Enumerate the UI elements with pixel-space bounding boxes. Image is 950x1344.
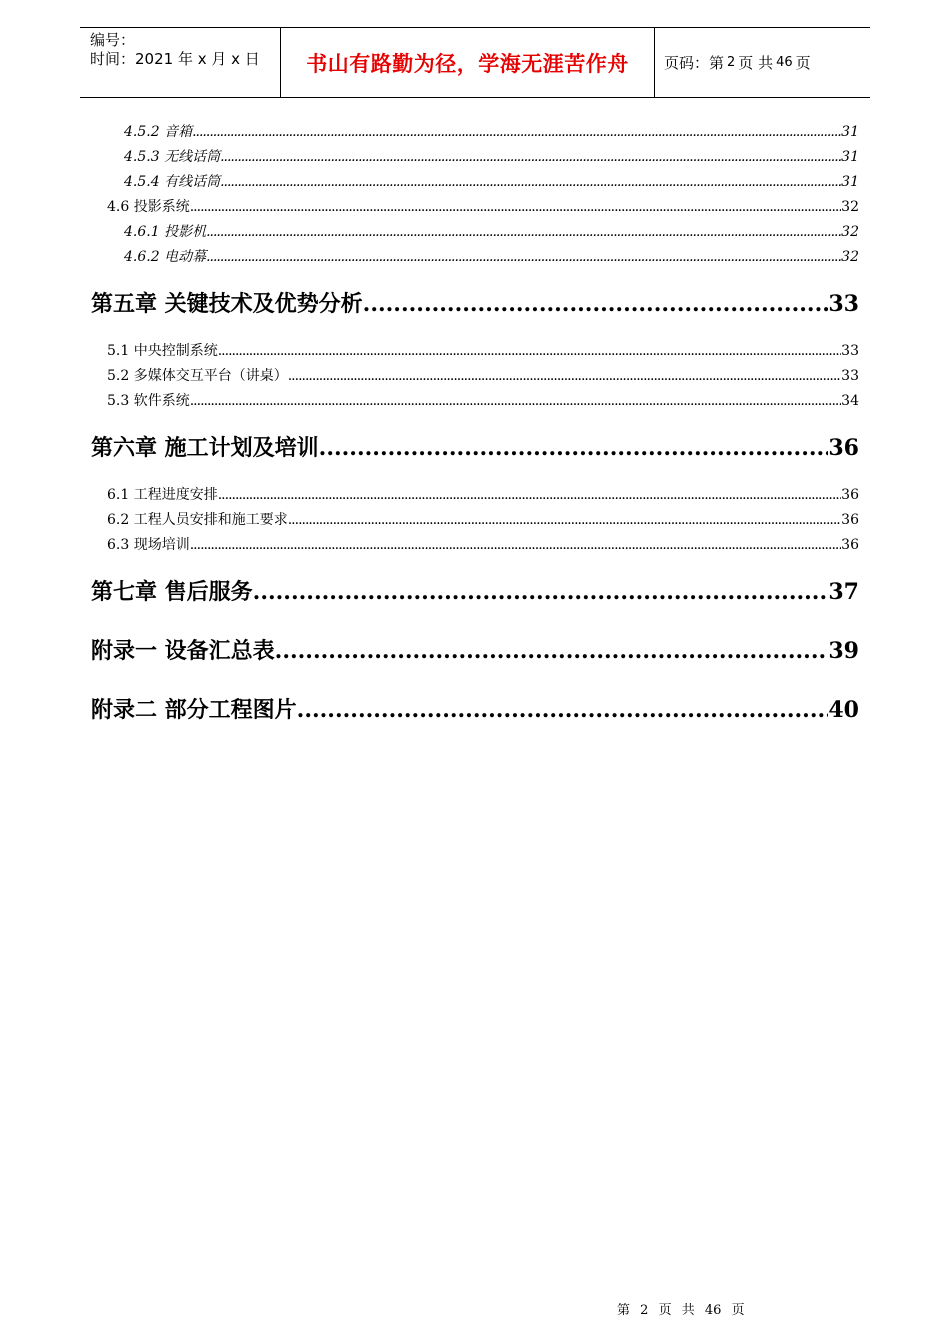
toc-entry-level1[interactable]	[91, 287, 859, 318]
toc-entry-level1[interactable]	[91, 634, 859, 665]
toc-entry-title: 第六章 施工计划及培训	[91, 435, 319, 461]
toc-entry-page: 34	[841, 393, 859, 409]
toc-entry-page: 36	[841, 487, 859, 503]
toc-dot-leader	[190, 199, 841, 215]
toc-entry-page: 31	[841, 124, 859, 140]
toc-entry-page: 33	[841, 343, 859, 359]
toc-entry-level1[interactable]	[91, 693, 859, 724]
toc-entry-page: 36	[841, 537, 859, 553]
toc-entry-title: 6.2 工程人员安排和施工要求	[107, 512, 288, 528]
toc-entry-page: 36	[828, 435, 859, 461]
toc-entry-title: 5.1 中央控制系统	[107, 343, 218, 359]
header-page-end: 页	[795, 54, 811, 72]
toc-entry-title: 4.6 投影系统	[107, 199, 190, 215]
toc-dot-leader	[253, 579, 829, 605]
toc-dot-leader	[220, 149, 841, 165]
toc-entry-title: 附录二 部分工程图片	[91, 697, 297, 723]
toc-dot-leader	[363, 291, 829, 317]
toc-dot-leader	[297, 697, 829, 723]
header-page-total: 46	[776, 55, 793, 70]
toc-entry-level3[interactable]	[124, 246, 859, 266]
toc-entry-page: 40	[828, 697, 859, 723]
toc-entry-level2[interactable]	[107, 534, 859, 554]
toc-entry-level2[interactable]	[107, 365, 859, 385]
footer-page-word: 页	[658, 1303, 672, 1318]
toc-dot-leader	[288, 368, 841, 384]
toc-dot-leader	[319, 435, 829, 461]
header-page-label: 页码：第	[664, 54, 725, 72]
toc-entry-page: 36	[841, 512, 859, 528]
toc-entry-title: 6.3 现场培训	[107, 537, 190, 553]
toc-entry-title: 5.2 多媒体交互平台（讲桌）	[107, 368, 288, 384]
toc-entry-level2[interactable]	[107, 509, 859, 529]
toc-entry-page: 33	[828, 291, 859, 317]
toc-entry-page: 32	[841, 224, 859, 240]
toc-dot-leader	[192, 124, 841, 140]
toc-entry-level2[interactable]	[107, 390, 859, 410]
toc-entry-title: 5.3 软件系统	[107, 393, 190, 409]
document-time-label: 时间：2021 年 x 月 x 日	[90, 50, 260, 68]
toc-entry-page: 33	[841, 368, 859, 384]
toc-entry-title: 4.6.2 电动幕	[124, 249, 207, 265]
toc-entry-level1[interactable]	[91, 575, 859, 606]
toc-entry-title: 6.1 工程进度安排	[107, 487, 218, 503]
toc-entry-page: 31	[841, 174, 859, 190]
toc-entry-level2[interactable]	[107, 196, 859, 216]
toc-dot-leader	[190, 537, 841, 553]
footer-total-number: 46	[704, 1303, 722, 1318]
toc-entry-title: 4.5.3 无线话筒	[124, 149, 221, 165]
toc-dot-leader	[275, 638, 829, 664]
toc-entry-title: 第五章 关键技术及优势分析	[91, 291, 363, 317]
toc-entry-level2[interactable]	[107, 340, 859, 360]
toc-entry-page: 39	[828, 638, 859, 664]
toc-entry-title: 附录一 设备汇总表	[91, 638, 275, 664]
toc-dot-leader	[288, 512, 841, 528]
toc-entry-page: 31	[841, 149, 859, 165]
page-footer	[617, 1299, 751, 1318]
footer-prefix: 第	[617, 1303, 631, 1318]
toc-dot-leader	[220, 174, 841, 190]
toc-entry-level3[interactable]	[124, 146, 859, 166]
header-page-number: 2	[727, 55, 736, 70]
toc-dot-leader	[218, 487, 841, 503]
toc-entry-title: 4.5.2 音箱	[124, 124, 193, 140]
toc-entry-level3[interactable]	[124, 171, 859, 191]
document-number-label: 编号：	[90, 31, 136, 49]
toc-entry-page: 32	[841, 199, 859, 215]
toc-entry-level1[interactable]	[91, 431, 859, 462]
header-page-mid: 页 共	[738, 54, 774, 72]
toc-entry-level3[interactable]	[124, 221, 859, 241]
toc-entry-title: 第七章 售后服务	[91, 579, 253, 605]
footer-total-word: 共	[681, 1303, 695, 1318]
footer-suffix: 页	[731, 1303, 745, 1318]
toc-entry-title: 4.6.1 投影机	[124, 224, 207, 240]
toc-entry-level2[interactable]	[107, 484, 859, 504]
toc-entry-page: 32	[841, 249, 859, 265]
toc-dot-leader	[206, 224, 841, 240]
toc-dot-leader	[190, 393, 841, 409]
footer-page-number: 2	[640, 1303, 649, 1318]
toc-dot-leader	[218, 343, 841, 359]
toc-entry-title: 4.5.4 有线话筒	[124, 174, 221, 190]
toc-entry-level3[interactable]	[124, 121, 859, 141]
header-motto: 书山有路勤为径，学海无涯苦作舟	[306, 51, 629, 76]
toc-dot-leader	[206, 249, 841, 265]
toc-entry-page: 37	[828, 579, 859, 605]
